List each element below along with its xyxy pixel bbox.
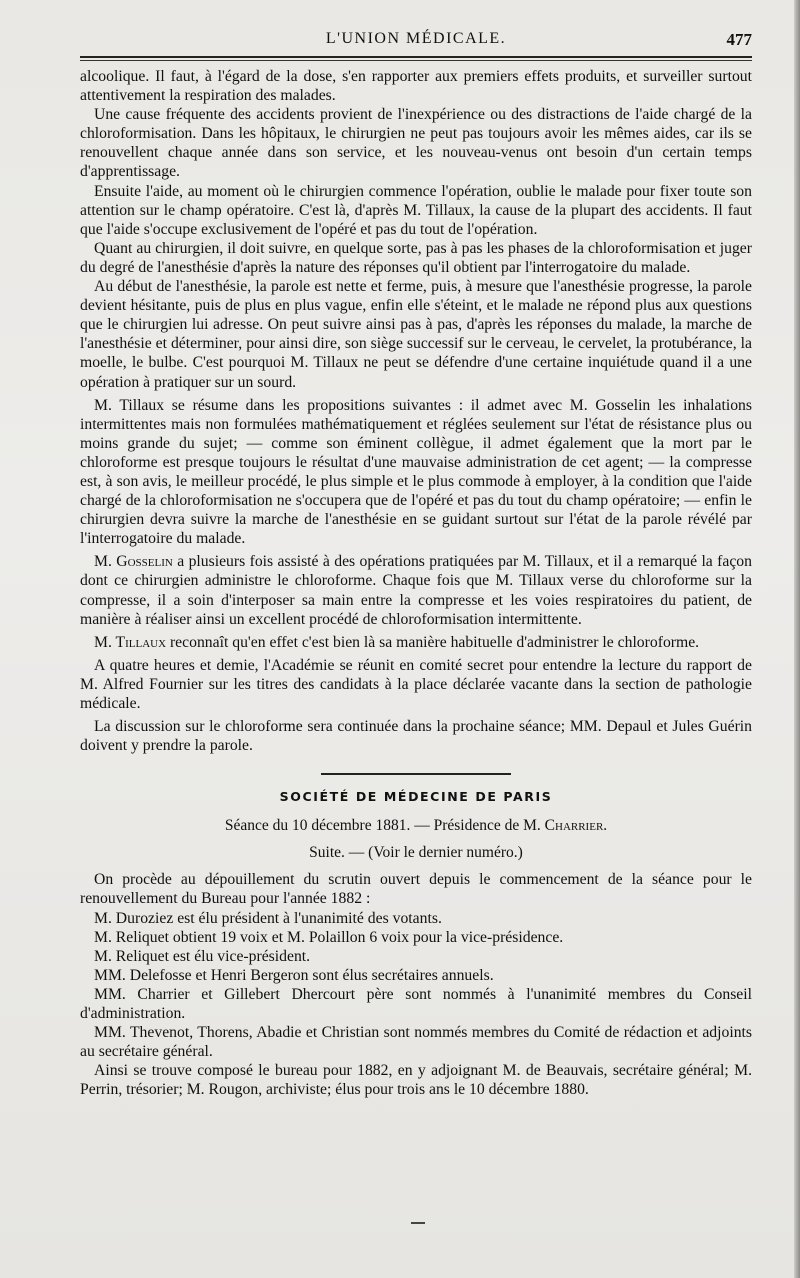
- paragraph-conseil: MM. Charrier et Gillebert Dhercourt père sont nommés à l'unanimité membres du Conseil d'administration.: [80, 985, 752, 1023]
- header-rule: [80, 60, 752, 61]
- paragraph-anesthesie: Au début de l'anesthésie, la parole est nette et ferme, puis, à mesure que l'anesthésie progresse, la parole devient hésitante, puis de plus en plus vague, enfin elle s'éteint, et le malade ne répond plus aux questions que le chirurgien lui adresse. On peut suivre ainsi pas à pas, d'après les réponses du malade, la marche de l'anesthésie et déterminer, pour ainsi dire, son siège successif sur le cerveau, le cervelet, la protubérance, la moelle, le bulbe. C'est pourquoi M. Tillaux ne peut se défendre d'une certaine inquiétude quand il a une opération à pratiquer sur un sourd.: [80, 278, 752, 391]
- paragraph-propositions: M. Tillaux se résume dans les propositions suivantes : il admet avec M. Gosselin les inhalations intermittentes mais non formulées mathématiquement et réglées seulement sur l'état de résistance plus ou moins grande du sujet; — comme son éminent collègue, il admet également que la mort par le chloroforme est presque toujours le résultat d'une mauvaise administration de cet agent; — la compresse est, à son avis, le meilleur procédé, le plus simple et le plus commode à employer, à la condition que l'aide chargé de la chloroformisation ne s'occupera que de l'opéré et pas du tout du champ opératoire; — enfin le chirurgien devra suivre la marche de l'anesthésie en se guidant surtout sur l'état de la parole révélé par l'interrogatoire du malade.: [80, 396, 752, 548]
- running-title: L'UNION MÉDICALE.: [325, 30, 507, 47]
- paragraph-inexperience: Une cause fréquente des accidents provient de l'inexpérience ou des distractions de l'aide chargé de la chloroformisation. Dans les hôpitaux, le chirurgien ne peut pas toujours avoir les mêmes aides, car ils se renouvellent chaque année dans son service, et les nouveau-venus ont besoin d'un certain temps d'apprentissage.: [80, 106, 752, 181]
- society-title: SOCIÉTÉ DE MÉDECINE DE PARIS: [279, 789, 553, 805]
- bottom-mark: [411, 1222, 425, 1224]
- speaker-gosselin: M. Gosselin: [94, 553, 173, 571]
- running-head: [80, 28, 752, 58]
- paragraph-vice-votes: M. Reliquet obtient 19 voix et M. Polaillon 6 voix pour la vice-présidence.: [94, 928, 564, 946]
- section-divider: [321, 773, 511, 775]
- paragraph-dose: alcoolique. Il faut, à l'égard de la dose, s'en rapporter aux premiers effets produits, et surveiller surtout attentivement la respiration des malades.: [80, 68, 752, 105]
- paragraph-secretaires: MM. Delefosse et Henri Bergeron sont élus secrétaires annuels.: [94, 966, 494, 984]
- article-body: [80, 67, 752, 1100]
- paragraph-gosselin: [80, 552, 752, 628]
- paragraph-aide: Ensuite l'aide, au moment où le chirurgien commence l'opération, oublie le malade pour fixer toute son attention sur le champ opératoire. C'est là, d'après M. Tillaux, la cause de la plupart des accidents. Il faut que l'aide s'occupe exclusivement de l'opéré et pas du tout de l'opération.: [80, 182, 752, 238]
- page-number: 477: [726, 30, 752, 49]
- session-president: Charrier.: [544, 817, 608, 835]
- paragraph-tillaux-reply: [80, 633, 752, 652]
- paragraph-bureau: Ainsi se trouve composé le bureau pour 1882, en y adjoignant M. de Beauvais, secrétaire général; M. Perrin, trésorier; M. Rougon, archiviste; élus pour trois ans le 10 décembre 1880.: [80, 1062, 752, 1099]
- session-date: Séance du 10 décembre 1881. — Présidence de M.: [224, 817, 545, 835]
- paragraph-comite-secret: A quatre heures et demie, l'Académie se réunit en comité secret pour entendre la lecture du rapport de M. Alfred Fournier sur les titres des candidats à la place déclarée vacante dans la section de pathologie médicale.: [80, 656, 752, 712]
- paragraph-vice-president: M. Reliquet est élu vice-président.: [94, 947, 311, 965]
- paragraph-comite-redaction: MM. Thevenot, Thorens, Abadie et Christian sont nommés membres du Comité de rédaction et adjoints au secrétaire général.: [80, 1024, 752, 1061]
- suite-line: Suite. — (Voir le dernier numéro.): [309, 844, 523, 862]
- tillaux-text: reconnaît qu'en effet c'est bien là sa manière habituelle d'administrer le chloroforme.: [166, 633, 700, 651]
- paragraph-scrutin: On procède au dépouillement du scrutin ouvert depuis le commencement de la séance pour le renouvellement du Bureau pour l'année 1882 :: [80, 871, 752, 908]
- paragraph-discussion: La discussion sur le chloroforme sera continuée dans la prochaine séance; MM. Depaul et Jules Guérin doivent y prendre la parole.: [80, 718, 752, 755]
- gosselin-text: a plusieurs fois assisté à des opérations pratiquées par M. Tillaux, et il a remarqué la façon dont ce chirurgien administre le chloroforme. Chaque fois que M. Tillaux verse du chloroforme sur la compresse, il a soin d'interposer sa main entre la compresse et les voies respiratoires du patient, de manière à réaliser ainsi un excellent procédé de chloroformisation intermittente.: [80, 553, 752, 628]
- paragraph-president: M. Duroziez est élu président à l'unanimité des votants.: [94, 909, 442, 927]
- page-edge: [794, 0, 800, 1278]
- session-line: [80, 816, 752, 835]
- paragraph-chirurgien: Quant au chirurgien, il doit suivre, en quelque sorte, pas à pas les phases de la chloroformisation et juger du degré de l'anesthésie d'après la nature des réponses qu'il obtient par l'interrogatoire du malade.: [80, 239, 752, 276]
- speaker-tillaux: M. Tillaux: [94, 633, 167, 651]
